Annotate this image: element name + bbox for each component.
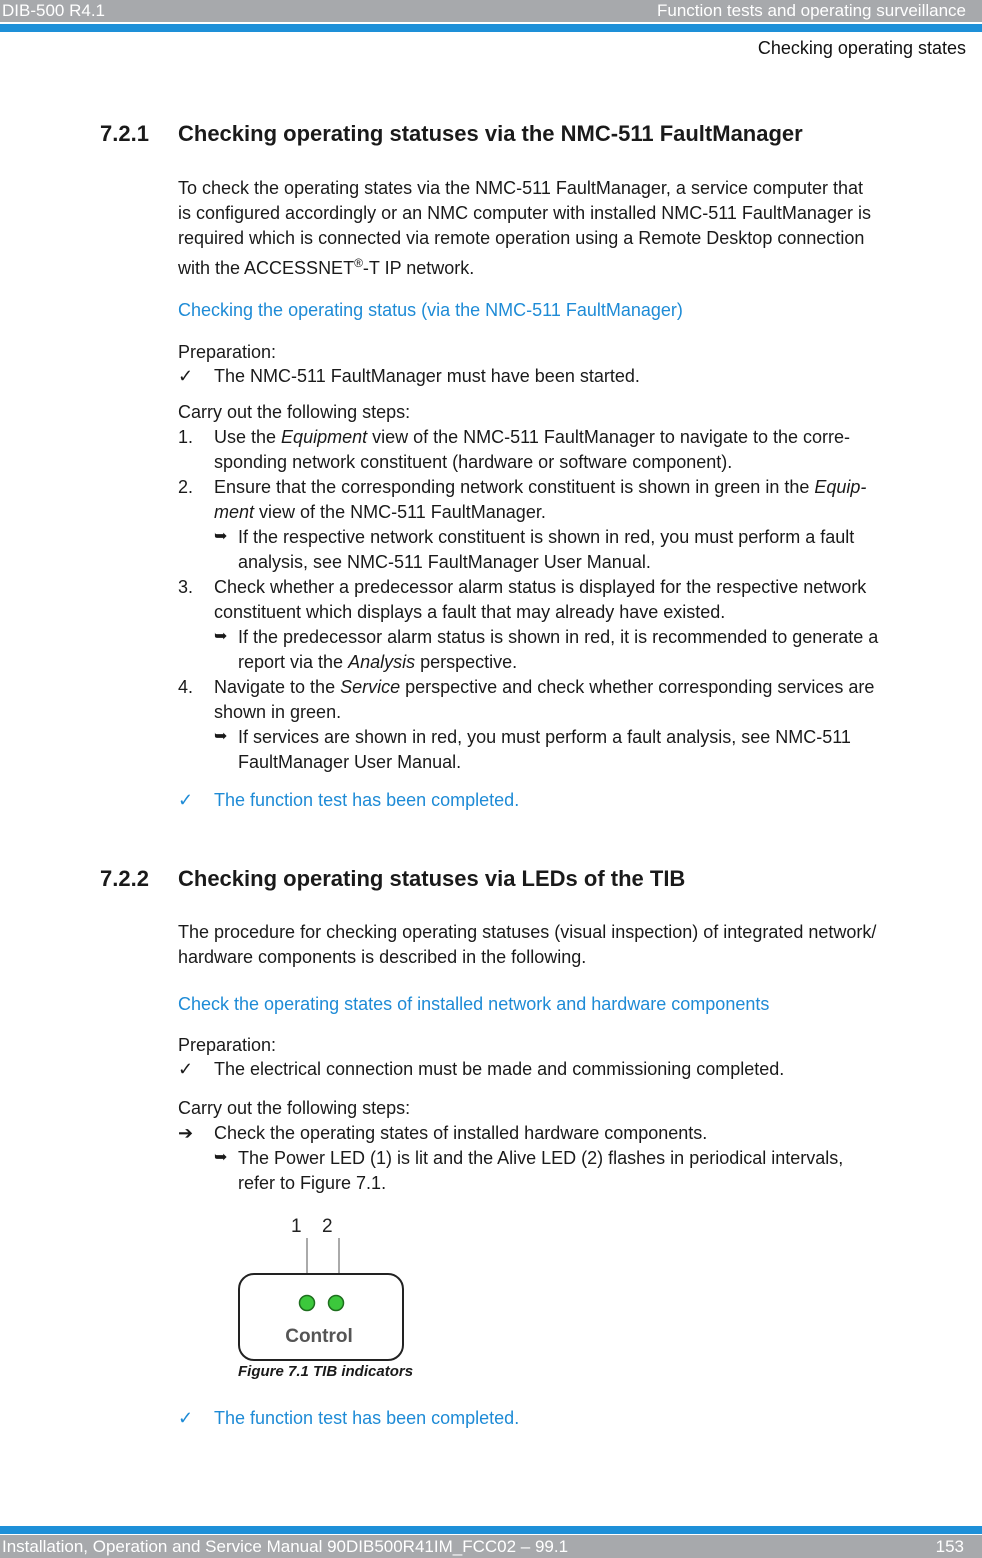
steps-label: Carry out the following steps: — [178, 402, 411, 422]
step-2-result-2: analysis, see NMC-511 FaultManager User Manual. — [238, 552, 651, 572]
step-arrow-icon: ➔ — [178, 1123, 194, 1143]
section-heading-7-2-2 — [100, 866, 685, 892]
footer-manual-id: Installation, Operation and Service Manual 90DIB500R41IM_FCC02 – 99.1 — [2, 1537, 569, 1556]
procedure-title: Check the operating states of installed network and hardware components — [178, 994, 770, 1014]
alive-led — [329, 1296, 344, 1311]
section-heading-7-2-1 — [100, 121, 803, 147]
registered-mark: ® — [354, 256, 363, 270]
step-2-line-1 — [214, 475, 866, 500]
step-emphasis: Service — [340, 677, 401, 697]
step-3-result-1: If the predecessor alarm status is shown in red, it is recommended to generate a — [238, 627, 879, 647]
step-text: Use the — [214, 427, 282, 447]
intro-text-end: -T IP network. — [362, 258, 475, 278]
step-3-line-1: Check whether a predecessor alarm status is displayed for the respective network — [214, 577, 867, 597]
step-3-result-2 — [238, 650, 517, 675]
figure-label-2: 2 — [322, 1216, 333, 1237]
step-3-line-2: constituent which displays a fault that may already have existed. — [214, 602, 726, 622]
intro-line-2: hardware components is described in the following. — [178, 947, 587, 967]
step-1-line-1 — [214, 425, 850, 450]
procedure-title: Checking the operating status (via the NMC-511 FaultManager) — [178, 300, 683, 320]
intro-line-2: is configured accordingly or an NMC computer with installed NMC-511 FaultManager is — [178, 203, 871, 223]
step-emphasis: ment — [214, 502, 255, 522]
header-chapter: Function tests and operating surveillance — [656, 1, 966, 20]
page-number: 153 — [935, 1537, 964, 1556]
result-arrow-icon: ➥ — [214, 728, 228, 745]
step-text: perspective. — [415, 652, 518, 672]
step-4-result-2: FaultManager User Manual. — [238, 752, 462, 772]
step-2-line-2 — [214, 500, 546, 525]
section-title: Checking operating statuses via LEDs of the TIB — [178, 866, 686, 891]
header-rule — [0, 24, 982, 32]
intro-line-1: To check the operating states via the NMC-511 FaultManager, a service computer that — [178, 178, 864, 198]
step-line: Check the operating states of installed hardware components. — [214, 1123, 708, 1143]
step-text: view of the NMC-511 FaultManager. — [254, 502, 546, 522]
power-led — [300, 1296, 315, 1311]
check-icon: ✓ — [178, 366, 194, 386]
completion-note: The function test has been completed. — [214, 790, 520, 810]
header-doc-id: DIB-500 R4.1 — [2, 1, 105, 20]
step-4-result-1: If services are shown in red, you must perform a fault analysis, see NMC-511 — [238, 727, 851, 747]
footer-rule — [0, 1526, 982, 1534]
step-number: 3. — [178, 577, 194, 597]
step-result-1: The Power LED (1) is lit and the Alive LED (2) flashes in periodical intervals, — [238, 1148, 844, 1168]
step-number: 2. — [178, 477, 194, 497]
step-text: Ensure that the corresponding network constituent is shown in green in the — [214, 477, 815, 497]
step-4-line-2: shown in green. — [214, 702, 342, 722]
control-panel-label: Control — [285, 1326, 353, 1347]
check-icon: ✓ — [178, 1408, 194, 1428]
intro-line-4 — [178, 251, 474, 281]
control-panel — [239, 1274, 403, 1360]
preparation-item: The NMC-511 FaultManager must have been started. — [214, 366, 640, 386]
footer-bar — [0, 1535, 982, 1558]
step-emphasis: Equipment — [281, 427, 368, 447]
intro-line-1: The procedure for checking operating statuses (visual inspection) of integrated network/ — [178, 922, 877, 942]
result-arrow-icon: ➥ — [214, 628, 228, 645]
step-result-2: refer to Figure 7.1. — [238, 1173, 387, 1193]
figure-caption: Figure 7.1 TIB indicators — [238, 1363, 414, 1380]
step-4-line-1 — [214, 675, 874, 700]
step-number: 4. — [178, 677, 194, 697]
tib-indicators-figure — [238, 1208, 408, 1364]
step-emphasis: Analysis — [348, 652, 416, 672]
figure-label-1: 1 — [291, 1216, 302, 1237]
step-1-line-2: sponding network constituent (hardware or software component). — [214, 452, 733, 472]
header-bar — [0, 0, 982, 22]
step-2-result-1: If the respective network constituent is shown in red, you must perform a fault — [238, 527, 855, 547]
header-section: Checking operating states — [757, 38, 966, 58]
section-number: 7.2.2 — [100, 866, 149, 891]
section-number: 7.2.1 — [100, 121, 149, 146]
step-text: perspective and check whether corresponding services are — [400, 677, 875, 697]
preparation-label: Preparation: — [178, 1035, 277, 1055]
preparation-label: Preparation: — [178, 342, 277, 362]
step-number: 1. — [178, 427, 194, 447]
intro-line-3: required which is connected via remote operation using a Remote Desktop connection — [178, 228, 865, 248]
result-arrow-icon: ➥ — [214, 528, 228, 545]
step-text: view of the NMC-511 FaultManager to navigate to the corre- — [367, 427, 851, 447]
intro-text: with the ACCESSNET — [178, 258, 355, 278]
preparation-item: The electrical connection must be made and commissioning completed. — [214, 1059, 785, 1079]
completion-note: The function test has been completed. — [214, 1408, 520, 1428]
check-icon: ✓ — [178, 790, 194, 810]
steps-label: Carry out the following steps: — [178, 1098, 411, 1118]
step-text: report via the — [238, 652, 349, 672]
step-emphasis: Equip- — [814, 477, 867, 497]
section-title: Checking operating statuses via the NMC-511 FaultManager — [178, 121, 803, 146]
step-text: Navigate to the — [214, 677, 341, 697]
check-icon: ✓ — [178, 1059, 194, 1079]
result-arrow-icon: ➥ — [214, 1149, 228, 1166]
